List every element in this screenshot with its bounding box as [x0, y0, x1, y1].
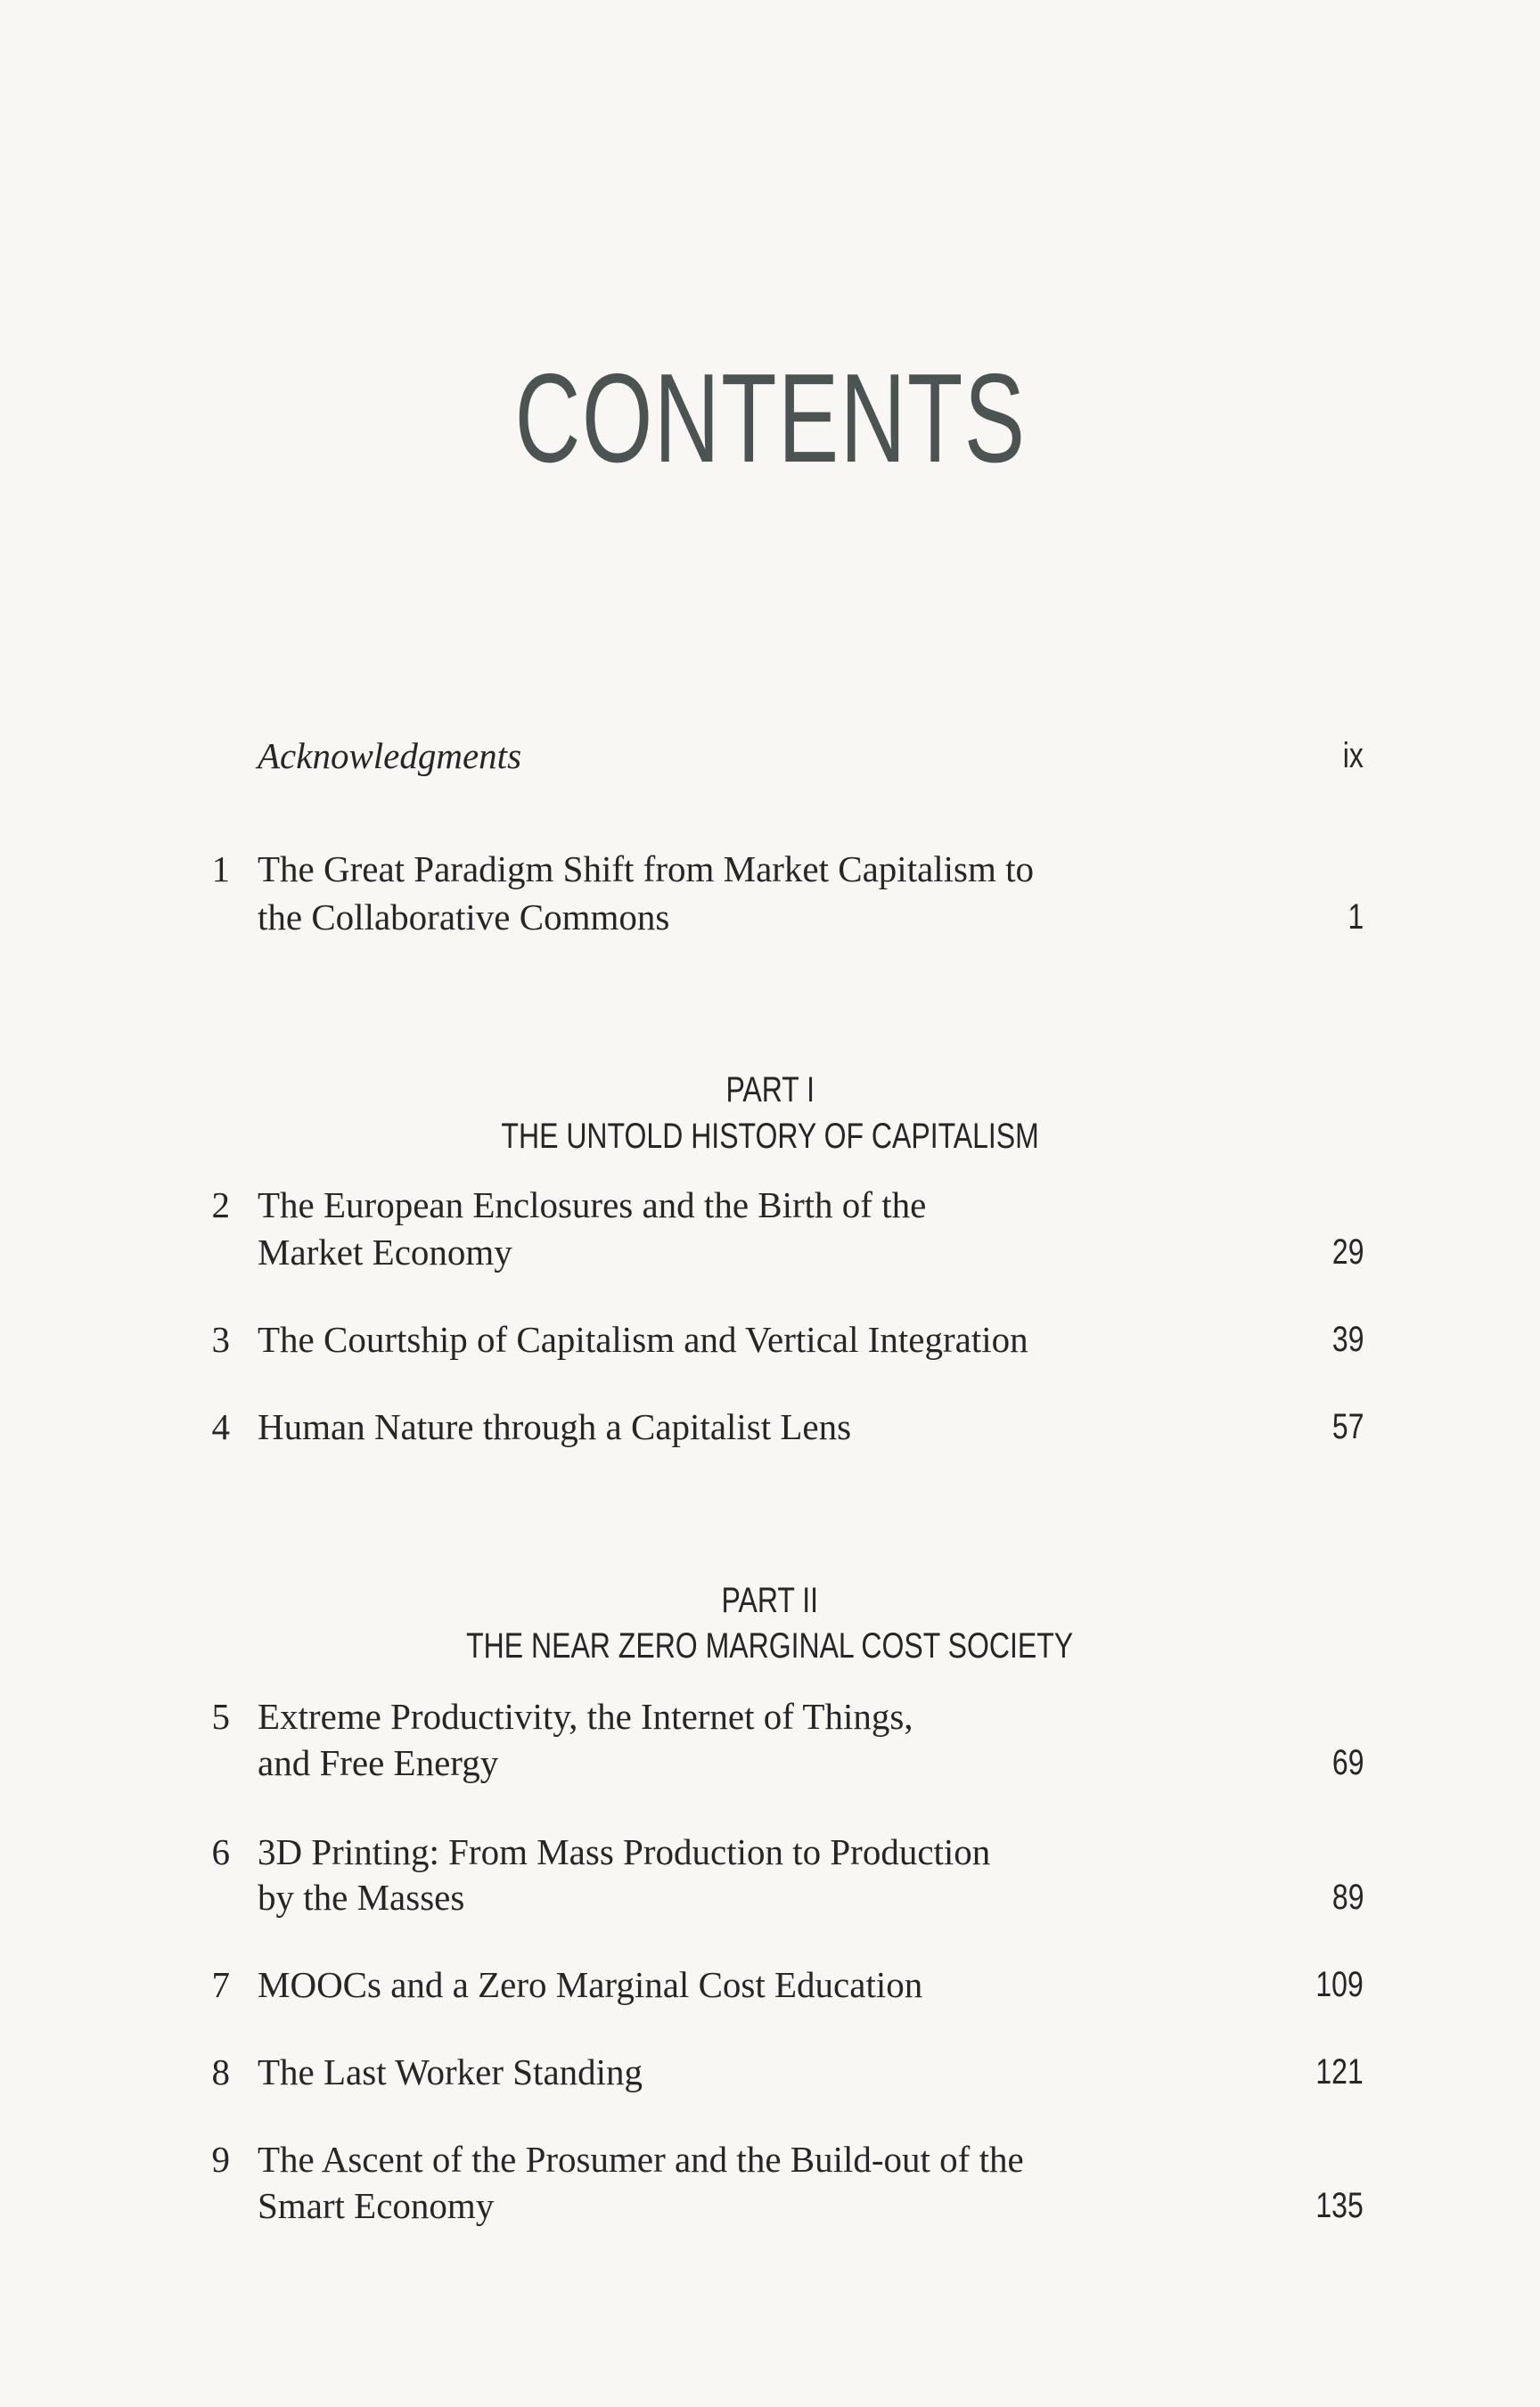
page-number: 69 [1331, 1743, 1364, 1782]
toc-chapter-title[interactable]: The Ascent of the Prosumer and the Build-out of the [258, 2139, 1024, 2180]
toc-chapter-title-cont[interactable]: Market Economy [258, 1232, 512, 1273]
toc-chapter-title[interactable]: The Last Worker Standing [258, 2051, 643, 2092]
page-number: 39 [1331, 1320, 1364, 1359]
part-label [0, 1068, 1540, 1112]
chapter-number: 5 [211, 1696, 230, 1737]
page-number: ix [1342, 736, 1364, 775]
part-label [0, 1578, 1540, 1623]
chapter-number: 9 [211, 2139, 230, 2180]
toc-chapter-title[interactable]: Extreme Productivity, the Internet of Things, [258, 1696, 913, 1737]
toc-chapter-title[interactable]: The Great Paradigm Shift from Market Capitalism to [258, 848, 1035, 889]
toc-chapter-title-cont[interactable]: Smart Economy [258, 2185, 495, 2226]
page-number: 57 [1331, 1407, 1364, 1446]
part-title-text: THE UNTOLD HISTORY OF CAPITALISM [501, 1117, 1039, 1156]
toc-chapter-title-cont[interactable]: and Free Energy [258, 1742, 499, 1783]
part-label-text: PART II [721, 1581, 819, 1620]
page-number: 121 [1315, 2052, 1364, 2092]
chapter-number: 6 [211, 1831, 230, 1872]
chapter-number: 1 [211, 848, 230, 889]
chapter-number: 7 [211, 1964, 230, 2005]
chapter-number: 8 [211, 2051, 230, 2092]
part-title [0, 1624, 1540, 1668]
toc-chapter-title-cont[interactable]: the Collaborative Commons [258, 896, 670, 937]
page-title [0, 348, 1540, 489]
page-number: 29 [1331, 1232, 1364, 1272]
chapter-number: 3 [211, 1319, 230, 1360]
chapter-number: 2 [211, 1184, 230, 1225]
page-number: 1 [1348, 897, 1364, 937]
toc-acknowledgments[interactable]: Acknowledgments [258, 735, 522, 776]
title-text: CONTENTS [514, 348, 1026, 489]
toc-chapter-title[interactable]: Human Nature through a Capitalist Lens [258, 1406, 852, 1447]
page-number: 89 [1331, 1878, 1364, 1917]
page-number: 135 [1315, 2186, 1364, 2225]
part-title [0, 1114, 1540, 1158]
page-number: 109 [1315, 1965, 1364, 2004]
toc-chapter-title[interactable]: 3D Printing: From Mass Production to Production [258, 1831, 991, 1872]
part-title-text: THE NEAR ZERO MARGINAL COST SOCIETY [466, 1626, 1074, 1666]
toc-chapter-title[interactable]: MOOCs and a Zero Marginal Cost Education [258, 1964, 923, 2005]
chapter-number: 4 [211, 1406, 230, 1447]
toc-chapter-title[interactable]: The Courtship of Capitalism and Vertical Integration [258, 1319, 1028, 1360]
toc-chapter-title-cont[interactable]: by the Masses [258, 1877, 465, 1918]
part-label-text: PART I [725, 1070, 815, 1109]
toc-chapter-title[interactable]: The European Enclosures and the Birth of the [258, 1184, 927, 1225]
